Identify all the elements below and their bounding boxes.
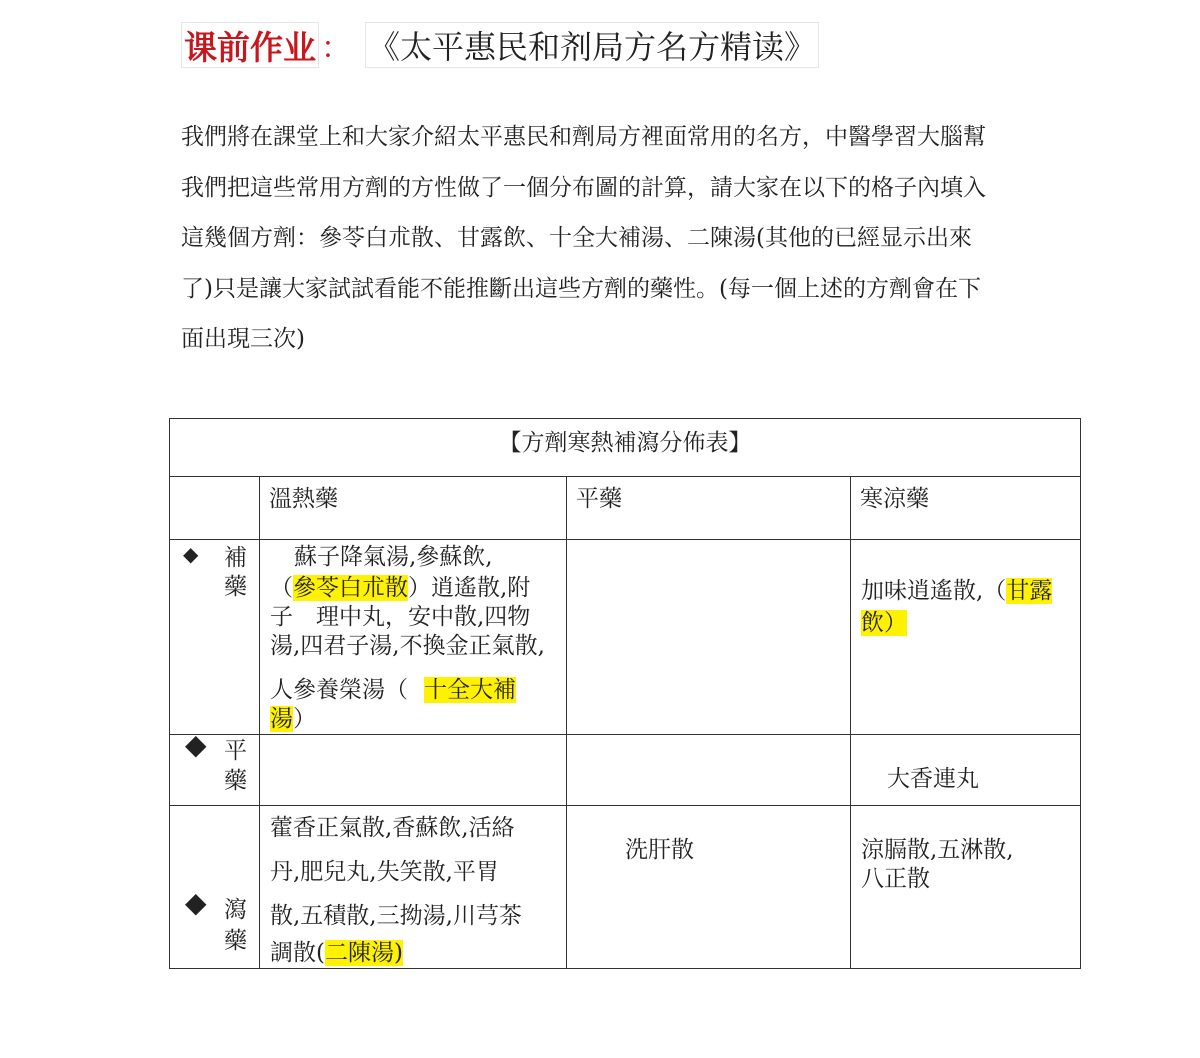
formula-text: ） <box>293 706 316 732</box>
row-label-char: 藥 <box>224 768 247 794</box>
row-label-char: 平 <box>224 738 247 764</box>
intro-line: 面出現三次) <box>181 326 305 352</box>
cell-purge-neutral <box>567 806 851 969</box>
diamond-bullet-icon: ◆ <box>185 728 207 761</box>
formula-text: 人參養榮湯（ <box>270 677 408 703</box>
formula-text: 八正散 <box>861 866 930 892</box>
formula-text: 丹,肥兒丸,失笑散,平胃 <box>270 859 499 885</box>
formula-text: 大香連丸 <box>887 766 979 792</box>
cell-tonify-cold <box>851 540 1081 735</box>
formula-text: 散,五積散,三拗湯,川芎茶 <box>270 903 522 929</box>
table-caption <box>170 419 1081 477</box>
header-neutral-label: 平藥 <box>576 486 622 512</box>
page-title <box>181 22 819 68</box>
title-label: 课前作业 <box>184 27 316 67</box>
intro-line: 這幾個方劑：參苓白朮散、甘露飲、十全大補湯、二陳湯(其他的已經显示出來 <box>181 225 972 251</box>
highlighted-formula: 參苓白朮散 <box>293 575 408 601</box>
title-label-box <box>181 22 319 68</box>
diamond-bullet-icon: ◆ <box>185 886 207 919</box>
title-colon: ： <box>321 31 351 66</box>
intro-paragraph <box>181 112 1031 365</box>
intro-line: 我們把這些常用方劑的方性做了一個分布圖的計算，請大家在以下的格子內填入 <box>181 174 986 201</box>
formula-text: 藿香正氣散,香蘇飲,活絡 <box>270 815 515 841</box>
title-book: 《太平惠民和剂局方名方精读》 <box>368 28 817 66</box>
header-neutral <box>567 477 851 540</box>
row-label-char: 藥 <box>224 574 247 600</box>
formula-text: 洗肝散 <box>625 837 694 863</box>
cell-purge-warm <box>260 806 567 969</box>
formula-text: ）逍遙散,附 <box>408 575 531 601</box>
formula-text: 加味逍遙散,（ <box>861 578 1007 604</box>
diamond-bullet-icon: ◆ <box>183 542 199 566</box>
formula-text: 蘇子降氣湯,參蘇飲, <box>294 544 493 570</box>
header-cold <box>851 477 1081 540</box>
formula-distribution-table <box>169 418 1081 969</box>
cell-neutral-warm <box>260 735 567 806</box>
cell-purge-cold <box>851 806 1081 969</box>
intro-line: 了)只是讓大家試試看能不能推斷出這些方劑的藥性。(每一個上述的方劑會在下 <box>181 275 981 302</box>
highlighted-formula: 飲） <box>861 610 907 636</box>
row-label-purge <box>170 806 260 969</box>
formula-text: 調散( <box>270 940 325 966</box>
header-cold-label: 寒涼藥 <box>860 486 929 512</box>
cell-tonify-neutral <box>567 540 851 735</box>
formula-text: 涼膈散,五淋散, <box>861 837 1014 863</box>
formula-text: 子 理中丸，安中散,四物 <box>270 604 531 630</box>
corner-cell <box>170 477 260 540</box>
table-caption-text: 【方劑寒熱補瀉分佈表】 <box>498 430 752 456</box>
cell-tonify-warm <box>260 540 567 735</box>
row-label-char: 瀉 <box>224 897 247 923</box>
header-warm <box>260 477 567 540</box>
highlighted-formula: 甘露 <box>1006 578 1053 604</box>
highlighted-formula: 二陳湯) <box>324 940 403 966</box>
row-label-char: 補 <box>224 545 247 571</box>
cell-neutral-cold <box>851 735 1081 806</box>
row-label-char: 藥 <box>224 928 247 954</box>
row-label-neutral <box>170 728 260 806</box>
cell-neutral-neutral <box>567 735 851 806</box>
highlighted-formula: 十全大補湯 <box>270 677 516 732</box>
formula-text: 湯,四君子湯,不換金正氣散, <box>270 633 545 659</box>
formula-text: （ <box>270 575 293 601</box>
intro-line: 我們將在課堂上和大家介紹太平惠民和劑局方裡面常用的名方，中醫學習大腦幫 <box>181 124 986 150</box>
title-book-box <box>365 22 819 68</box>
row-label-tonify <box>170 540 260 735</box>
header-warm-label: 溫熱藥 <box>269 486 338 512</box>
